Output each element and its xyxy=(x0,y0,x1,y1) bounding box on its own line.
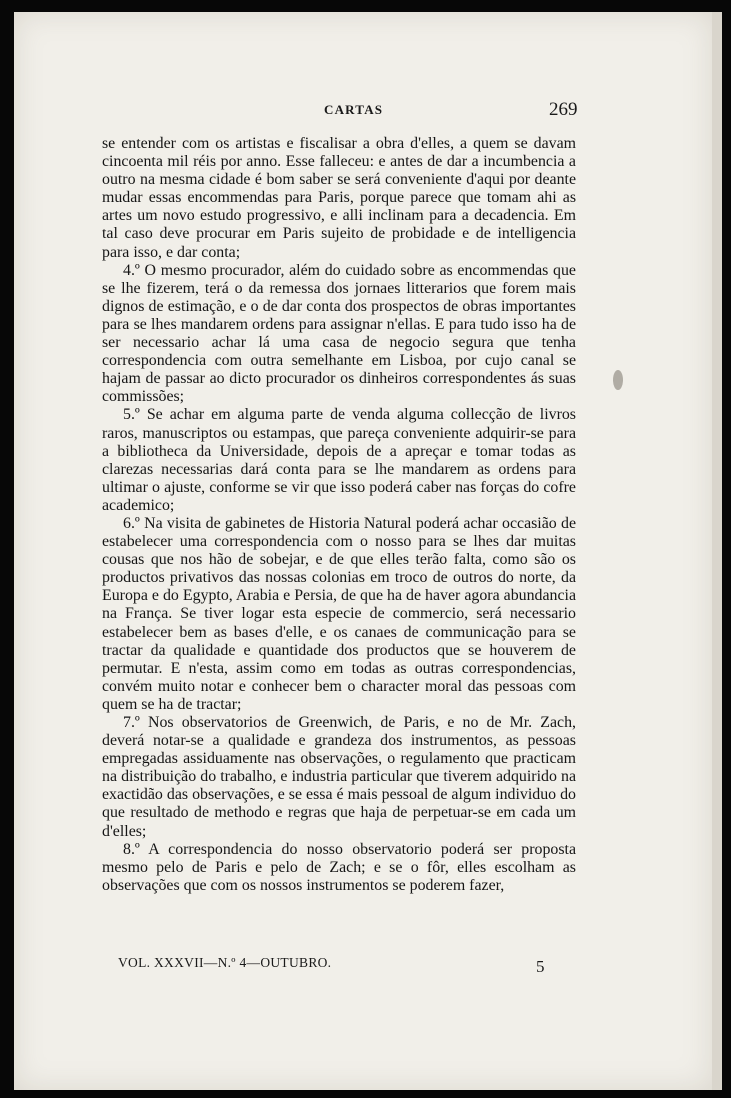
running-title: CARTAS xyxy=(324,102,384,117)
signature-mark: 5 xyxy=(536,957,545,976)
paragraph-item-5: 5.º Se achar em alguma parte de venda alguma collecção de livros raros, manuscriptos ou estampas, que pareça conveniente adquirir-se para a bibliotheca da Universidade, depois de a apreçar e tomar todas as clarezas necessarias dará conta para se lhe mandarem as ordens para ultimar o ajuste, conforme se vir que isso poderá caber nas forças do cofre academico; xyxy=(102,406,576,514)
page-footer xyxy=(118,955,548,979)
page-number: 269 xyxy=(549,99,578,120)
signature-line: VOL. XXXVII—N.º 4—OUTUBRO. xyxy=(118,955,332,970)
paragraph-continuation: se entender com os artistas e fiscalisar a obra d'elles, a quem se davam cincoenta mil réis por anno. Esse falleceu: e antes de dar a incumbencia a outro na mesma cidade é bom saber se será conveniente d'aqui por deante mudar essas encommendas para Paris, porque parece que tomam ahi as artes um novo estudo progressivo, e alli inclinam para a decadencia. Em tal caso deve procurar em Paris sujeito de probidade e de intelligencia para isso, e dar conta; xyxy=(102,135,576,261)
book-page xyxy=(14,12,712,1090)
paragraph-item-4: 4.º O mesmo procurador, além do cuidado sobre as encommendas que se lhe fizerem, terá o da remessa dos jornaes litterarios que forem mais dignos de estimação, e o de dar conta dos prospectos de obras importantes para se lhes mandarem ordens para assignar n'ellas. E para tudo isso ha de ser necessario achar lá uma casa de negocio segura que tenha correspondencia com outra semelhante em Lisboa, por cujo canal se hajam de passar ao dicto procurador os dinheiros correspondentes ás suas commissões; xyxy=(102,261,576,406)
page-edge xyxy=(712,12,722,1090)
paragraph-item-7: 7.º Nos observatorios de Greenwich, de Paris, e no de Mr. Zach, deverá notar-se a qualidade e grandeza dos instrumentos, as pessoas empregadas assiduamente nas observações, o regulamento que practicam na distribuição do trabalho, e industria particular que tiverem adquirido na exactidão das observações, e se essa é mais pessoal de algum individuo do que resultado de methodo e regras que haja de perpetuar-se em cada um d'elles; xyxy=(102,714,576,840)
body-text xyxy=(102,135,576,895)
paragraph-item-6: 6.º Na visita de gabinetes de Historia Natural poderá achar occasião de estabelecer uma correspondencia com o nosso para se lhes dar muitas cousas que nos hão de sobejar, e de que elles terão falta, como são os productos privativos das nossas colonias em troco de outros do norte, da Europa e do Egypto, Arabia e Persia, de que ha de haver agora abundancia na França. Se tiver logar esta especie de commercio, será necessario estabelecer bem as bases d'elle, e os canaes de communicação para se tractar da qualidade e quantidade dos productos que se houverem de permutar. E n'esta, assim como em todas as outras correspondencias, convém muito notar e conhecer bem o character moral das pessoas com quem se ha de tractar; xyxy=(102,514,576,713)
ink-smudge xyxy=(613,370,623,390)
paragraph-item-8: 8.º A correspondencia do nosso observatorio poderá ser proposta mesmo pelo de Paris e pelo de Zach; e se o fôr, elles escolham as observações que com os nossos instrumentos se poderem fazer, xyxy=(102,840,576,894)
page-header xyxy=(14,99,712,128)
